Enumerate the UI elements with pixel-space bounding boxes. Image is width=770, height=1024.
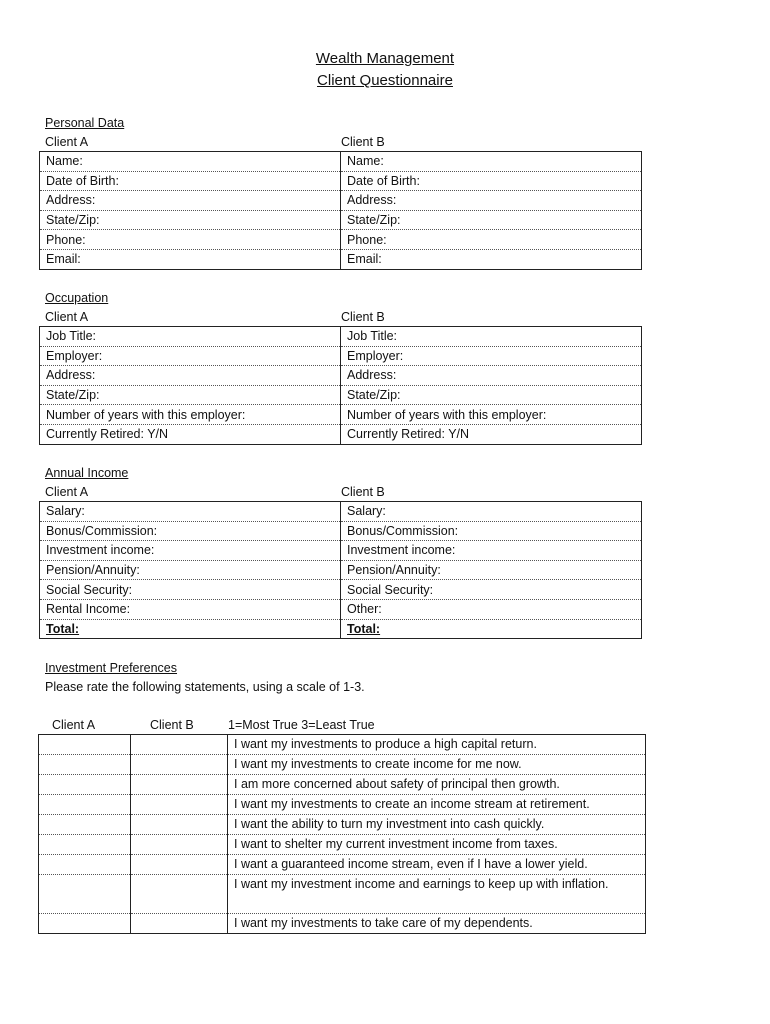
table-row xyxy=(40,249,642,269)
pref-b-rating-input[interactable] xyxy=(131,775,228,795)
pref-a-rating-input[interactable] xyxy=(39,735,131,755)
occupation-client-a-label: Client A xyxy=(45,310,89,324)
pref-a-rating-input[interactable] xyxy=(39,795,131,815)
pref-col-client-a: Client A xyxy=(52,718,96,732)
table-row xyxy=(40,502,642,522)
table-row xyxy=(40,580,642,600)
occupation-a-jobtitle-field[interactable]: Job Title: xyxy=(40,327,341,347)
personal-data-heading: Personal Data xyxy=(45,116,125,130)
personal-b-name-field[interactable]: Name: xyxy=(341,152,642,172)
occupation-b-statezip-field[interactable]: State/Zip: xyxy=(341,385,642,405)
table-row xyxy=(39,914,646,934)
pref-statement: I want my investments to produce a high capital return. xyxy=(228,735,646,755)
income-b-investment-field[interactable]: Investment income: xyxy=(341,541,642,561)
occupation-table xyxy=(39,326,642,445)
pref-statement: I want the ability to turn my investment into cash quickly. xyxy=(228,815,646,835)
personal-b-email-field[interactable]: Email: xyxy=(341,249,642,269)
table-row xyxy=(39,775,646,795)
income-b-total-field[interactable]: Total: xyxy=(341,619,642,639)
table-row xyxy=(40,560,642,580)
pref-statement: I want my investments to take care of my dependents. xyxy=(228,914,646,934)
preferences-table xyxy=(38,734,646,934)
personal-b-address-field[interactable]: Address: xyxy=(341,191,642,211)
income-b-salary-field[interactable]: Salary: xyxy=(341,502,642,522)
income-b-pension-field[interactable]: Pension/Annuity: xyxy=(341,560,642,580)
personal-a-dob-field[interactable]: Date of Birth: xyxy=(40,171,341,191)
page-title xyxy=(0,48,770,92)
pref-a-rating-input[interactable] xyxy=(39,755,131,775)
pref-statement: I want to shelter my current investment income from taxes. xyxy=(228,835,646,855)
personal-a-address-field[interactable]: Address: xyxy=(40,191,341,211)
table-row xyxy=(39,795,646,815)
occupation-b-jobtitle-field[interactable]: Job Title: xyxy=(341,327,642,347)
occupation-b-employer-field[interactable]: Employer: xyxy=(341,346,642,366)
income-b-other-field[interactable]: Other: xyxy=(341,599,642,619)
personal-a-email-field[interactable]: Email: xyxy=(40,249,341,269)
pref-statement: I want my investment income and earnings to keep up with inflation. xyxy=(228,875,646,914)
table-row xyxy=(40,230,642,250)
annual-income-heading: Annual Income xyxy=(45,466,129,480)
pref-statement: I want my investments to create an income stream at retirement. xyxy=(228,795,646,815)
occupation-heading: Occupation xyxy=(45,291,109,305)
pref-statement: I want a guaranteed income stream, even if I have a lower yield. xyxy=(228,855,646,875)
table-row xyxy=(39,875,646,914)
occupation-b-years-field[interactable]: Number of years with this employer: xyxy=(341,405,642,425)
occupation-b-retired-field[interactable]: Currently Retired: Y/N xyxy=(341,424,642,444)
pref-b-rating-input[interactable] xyxy=(131,795,228,815)
table-row xyxy=(40,424,642,444)
table-row xyxy=(40,152,642,172)
table-row xyxy=(39,735,646,755)
personal-a-statezip-field[interactable]: State/Zip: xyxy=(40,210,341,230)
table-row xyxy=(40,619,642,639)
table-row xyxy=(39,855,646,875)
pref-a-rating-input[interactable] xyxy=(39,775,131,795)
title-line-2: Client Questionnaire xyxy=(317,72,453,89)
income-a-bonus-field[interactable]: Bonus/Commission: xyxy=(40,521,341,541)
pref-a-rating-input[interactable] xyxy=(39,875,131,914)
table-row xyxy=(39,815,646,835)
table-row xyxy=(40,521,642,541)
pref-a-rating-input[interactable] xyxy=(39,914,131,934)
table-row xyxy=(40,346,642,366)
pref-b-rating-input[interactable] xyxy=(131,735,228,755)
income-a-rental-field[interactable]: Rental Income: xyxy=(40,599,341,619)
table-row xyxy=(40,171,642,191)
annual-income-table xyxy=(39,501,642,639)
table-row xyxy=(39,835,646,855)
pref-b-rating-input[interactable] xyxy=(131,875,228,914)
title-line-1: Wealth Management xyxy=(315,50,455,67)
pref-b-rating-input[interactable] xyxy=(131,835,228,855)
occupation-a-retired-field[interactable]: Currently Retired: Y/N xyxy=(40,424,341,444)
occupation-client-b-label: Client B xyxy=(341,310,385,324)
occupation-b-address-field[interactable]: Address: xyxy=(341,366,642,386)
pref-statement: I am more concerned about safety of principal then growth. xyxy=(228,775,646,795)
table-row xyxy=(40,599,642,619)
pref-col-client-b: Client B xyxy=(150,718,194,732)
table-row xyxy=(40,405,642,425)
table-row xyxy=(40,385,642,405)
personal-a-phone-field[interactable]: Phone: xyxy=(40,230,341,250)
pref-a-rating-input[interactable] xyxy=(39,835,131,855)
occupation-a-address-field[interactable]: Address: xyxy=(40,366,341,386)
personal-b-dob-field[interactable]: Date of Birth: xyxy=(341,171,642,191)
personal-a-name-field[interactable]: Name: xyxy=(40,152,341,172)
preferences-intro: Please rate the following statements, using a scale of 1-3. xyxy=(45,680,365,694)
pref-b-rating-input[interactable] xyxy=(131,914,228,934)
income-client-b-label: Client B xyxy=(341,485,385,499)
income-a-pension-field[interactable]: Pension/Annuity: xyxy=(40,560,341,580)
pref-a-rating-input[interactable] xyxy=(39,855,131,875)
table-row xyxy=(40,191,642,211)
table-row xyxy=(40,366,642,386)
income-b-bonus-field[interactable]: Bonus/Commission: xyxy=(341,521,642,541)
personal-b-statezip-field[interactable]: State/Zip: xyxy=(341,210,642,230)
income-b-socialsecurity-field[interactable]: Social Security: xyxy=(341,580,642,600)
personal-client-b-label: Client B xyxy=(341,135,385,149)
pref-b-rating-input[interactable] xyxy=(131,755,228,775)
personal-b-phone-field[interactable]: Phone: xyxy=(341,230,642,250)
table-row xyxy=(40,327,642,347)
occupation-a-years-field[interactable]: Number of years with this employer: xyxy=(40,405,341,425)
income-client-a-label: Client A xyxy=(45,485,89,499)
table-row xyxy=(40,541,642,561)
pref-b-rating-input[interactable] xyxy=(131,855,228,875)
table-row xyxy=(39,755,646,775)
occupation-a-employer-field[interactable]: Employer: xyxy=(40,346,341,366)
occupation-a-statezip-field[interactable]: State/Zip: xyxy=(40,385,341,405)
pref-b-rating-input[interactable] xyxy=(131,815,228,835)
pref-col-scale: 1=Most True 3=Least True xyxy=(228,718,375,732)
income-a-salary-field[interactable]: Salary: xyxy=(40,502,341,522)
pref-a-rating-input[interactable] xyxy=(39,815,131,835)
table-row xyxy=(40,210,642,230)
income-a-investment-field[interactable]: Investment income: xyxy=(40,541,341,561)
investment-preferences-heading: Investment Preferences xyxy=(45,661,178,675)
pref-statement: I want my investments to create income for me now. xyxy=(228,755,646,775)
personal-data-table xyxy=(39,151,642,270)
personal-client-a-label: Client A xyxy=(45,135,89,149)
income-a-socialsecurity-field[interactable]: Social Security: xyxy=(40,580,341,600)
income-a-total-field[interactable]: Total: xyxy=(40,619,341,639)
